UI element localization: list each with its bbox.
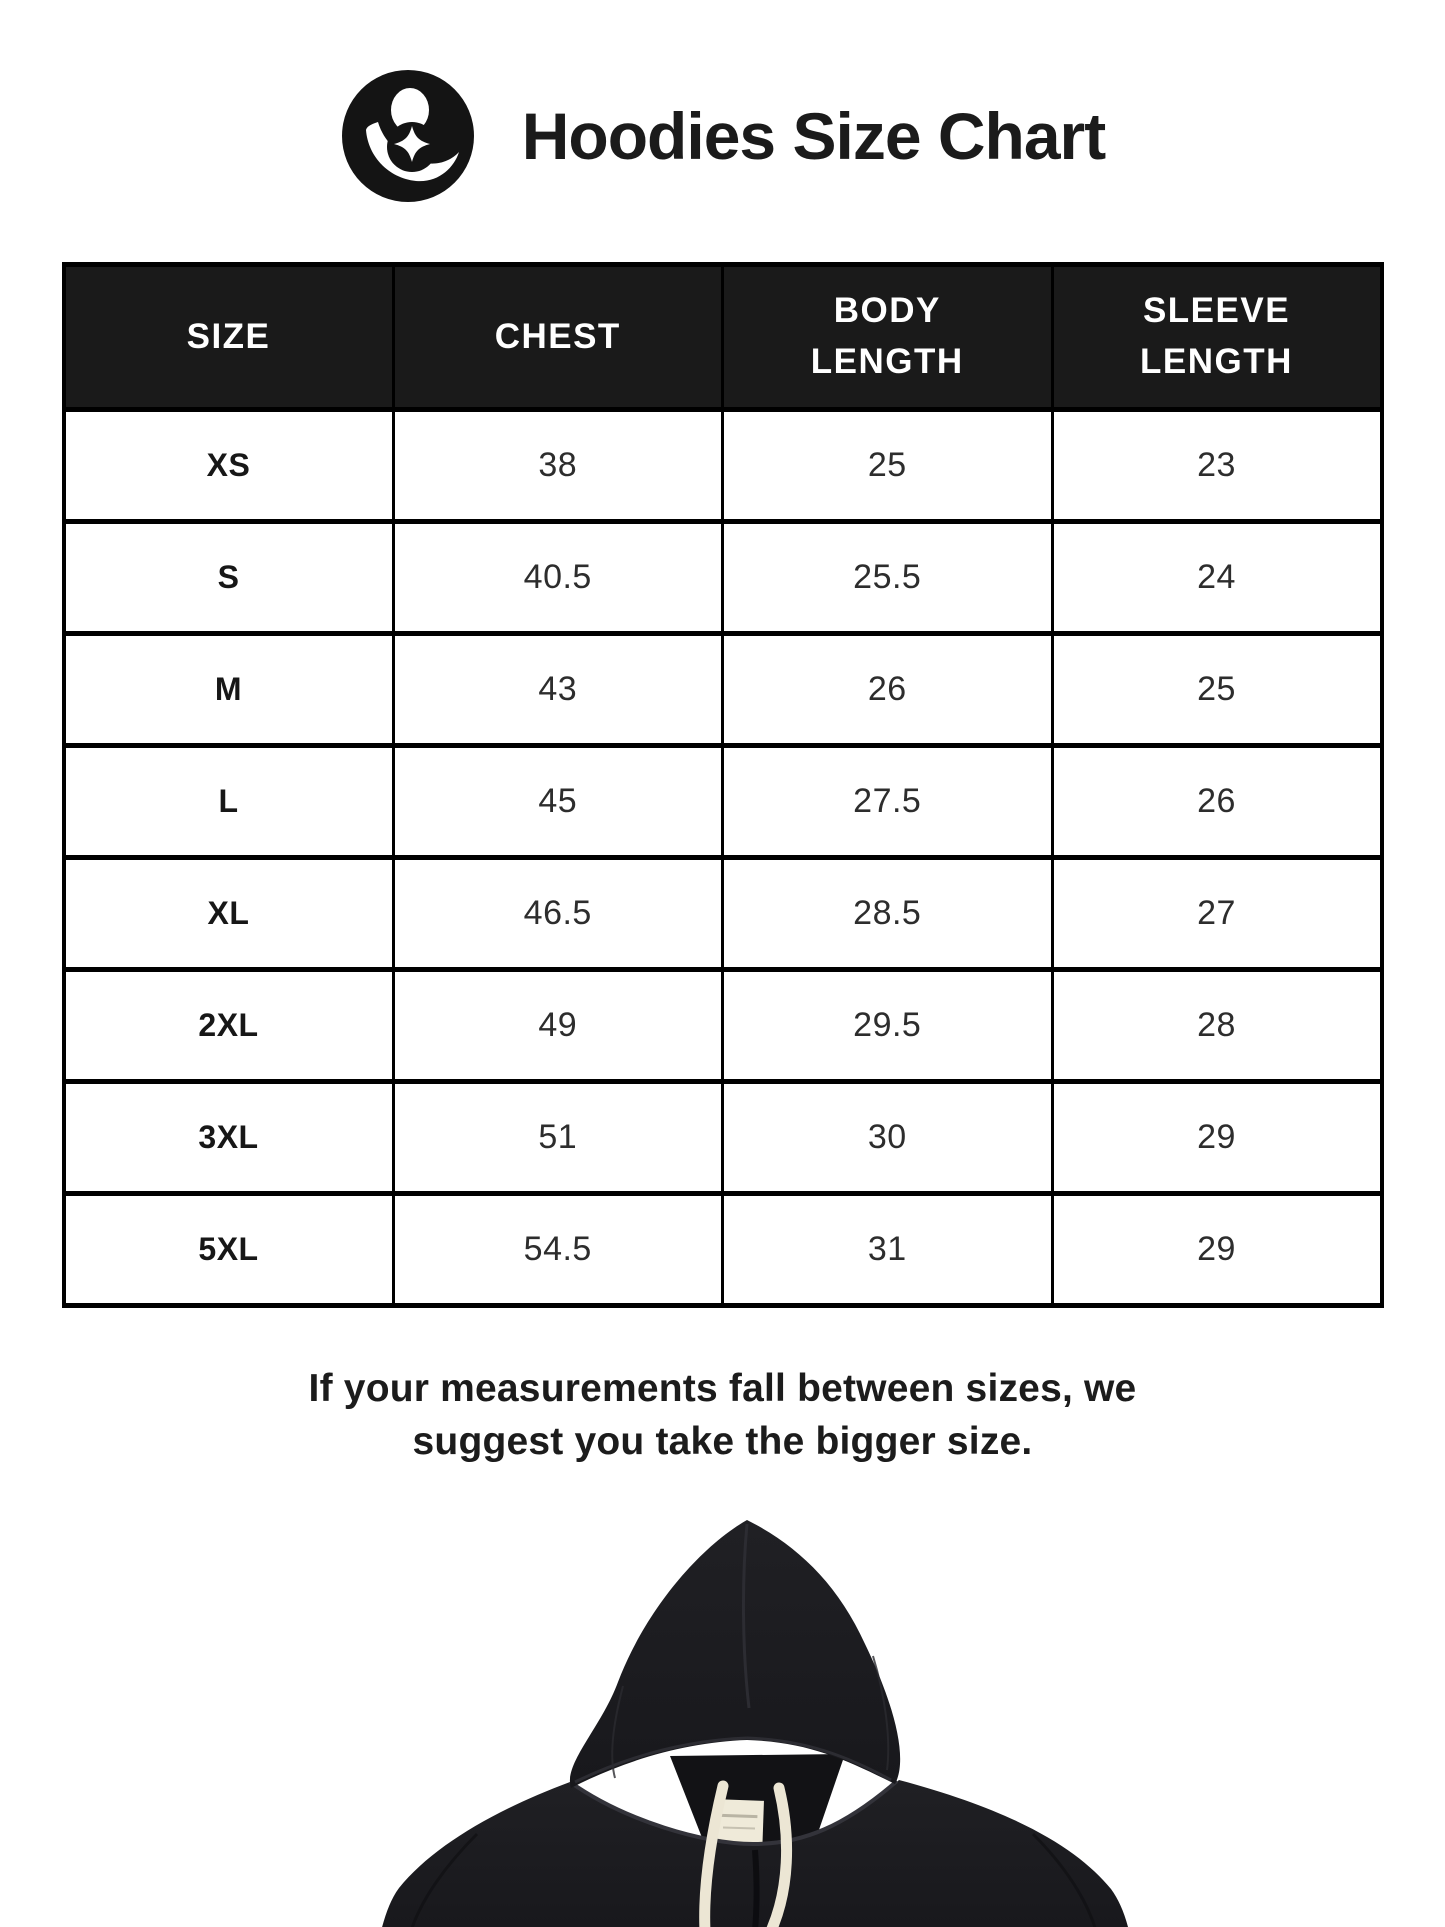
- column-header-body-length: BODY LENGTH: [723, 265, 1053, 410]
- column-header-size: SIZE: [64, 265, 394, 410]
- sleeve-length-value: 28: [1052, 970, 1382, 1082]
- size-label: M: [64, 634, 394, 746]
- body-length-value: 30: [723, 1082, 1053, 1194]
- table-row: [64, 970, 1382, 1082]
- chest-value: 54.5: [393, 1194, 723, 1306]
- chest-value: 45: [393, 746, 723, 858]
- sleeve-length-value: 25: [1052, 634, 1382, 746]
- hoodie-photo: [375, 1516, 1135, 1927]
- body-length-value: 29.5: [723, 970, 1053, 1082]
- size-label: L: [64, 746, 394, 858]
- sleeve-length-value: 29: [1052, 1194, 1382, 1306]
- table-header-row: [64, 265, 1382, 410]
- header: [0, 0, 1445, 204]
- chest-value: 46.5: [393, 858, 723, 970]
- sleeve-length-value: 24: [1052, 522, 1382, 634]
- sleeve-length-value: 23: [1052, 410, 1382, 522]
- body-length-value: 27.5: [723, 746, 1053, 858]
- size-label: S: [64, 522, 394, 634]
- table-row: [64, 746, 1382, 858]
- chest-value: 38: [393, 410, 723, 522]
- table-row: [64, 522, 1382, 634]
- chest-value: 40.5: [393, 522, 723, 634]
- chest-value: 43: [393, 634, 723, 746]
- size-label: 5XL: [64, 1194, 394, 1306]
- size-label: 2XL: [64, 970, 394, 1082]
- table-row: [64, 634, 1382, 746]
- sleeve-length-value: 26: [1052, 746, 1382, 858]
- table-row: [64, 410, 1382, 522]
- chest-value: 51: [393, 1082, 723, 1194]
- table-row: [64, 858, 1382, 970]
- body-length-value: 25.5: [723, 522, 1053, 634]
- sleeve-length-value: 27: [1052, 858, 1382, 970]
- table-row: [64, 1194, 1382, 1306]
- table-row: [64, 1082, 1382, 1194]
- body-length-value: 26: [723, 634, 1053, 746]
- sizing-note: If your measurements fall between sizes, we suggest you take the bigger size.: [308, 1367, 1137, 1464]
- column-header-sleeve-length: SLEEVE LENGTH: [1052, 265, 1382, 410]
- size-chart-table: [62, 262, 1384, 1308]
- column-header-chest: CHEST: [393, 265, 723, 410]
- chest-value: 49: [393, 970, 723, 1082]
- size-label: XS: [64, 410, 394, 522]
- size-label: 3XL: [64, 1082, 394, 1194]
- brand-logo-icon: [340, 68, 476, 204]
- sleeve-length-value: 29: [1052, 1082, 1382, 1194]
- page-title: Hoodies Size Chart: [521, 99, 1106, 173]
- body-length-value: 25: [723, 410, 1053, 522]
- body-length-value: 28.5: [723, 858, 1053, 970]
- body-length-value: 31: [723, 1194, 1053, 1306]
- size-label: XL: [64, 858, 394, 970]
